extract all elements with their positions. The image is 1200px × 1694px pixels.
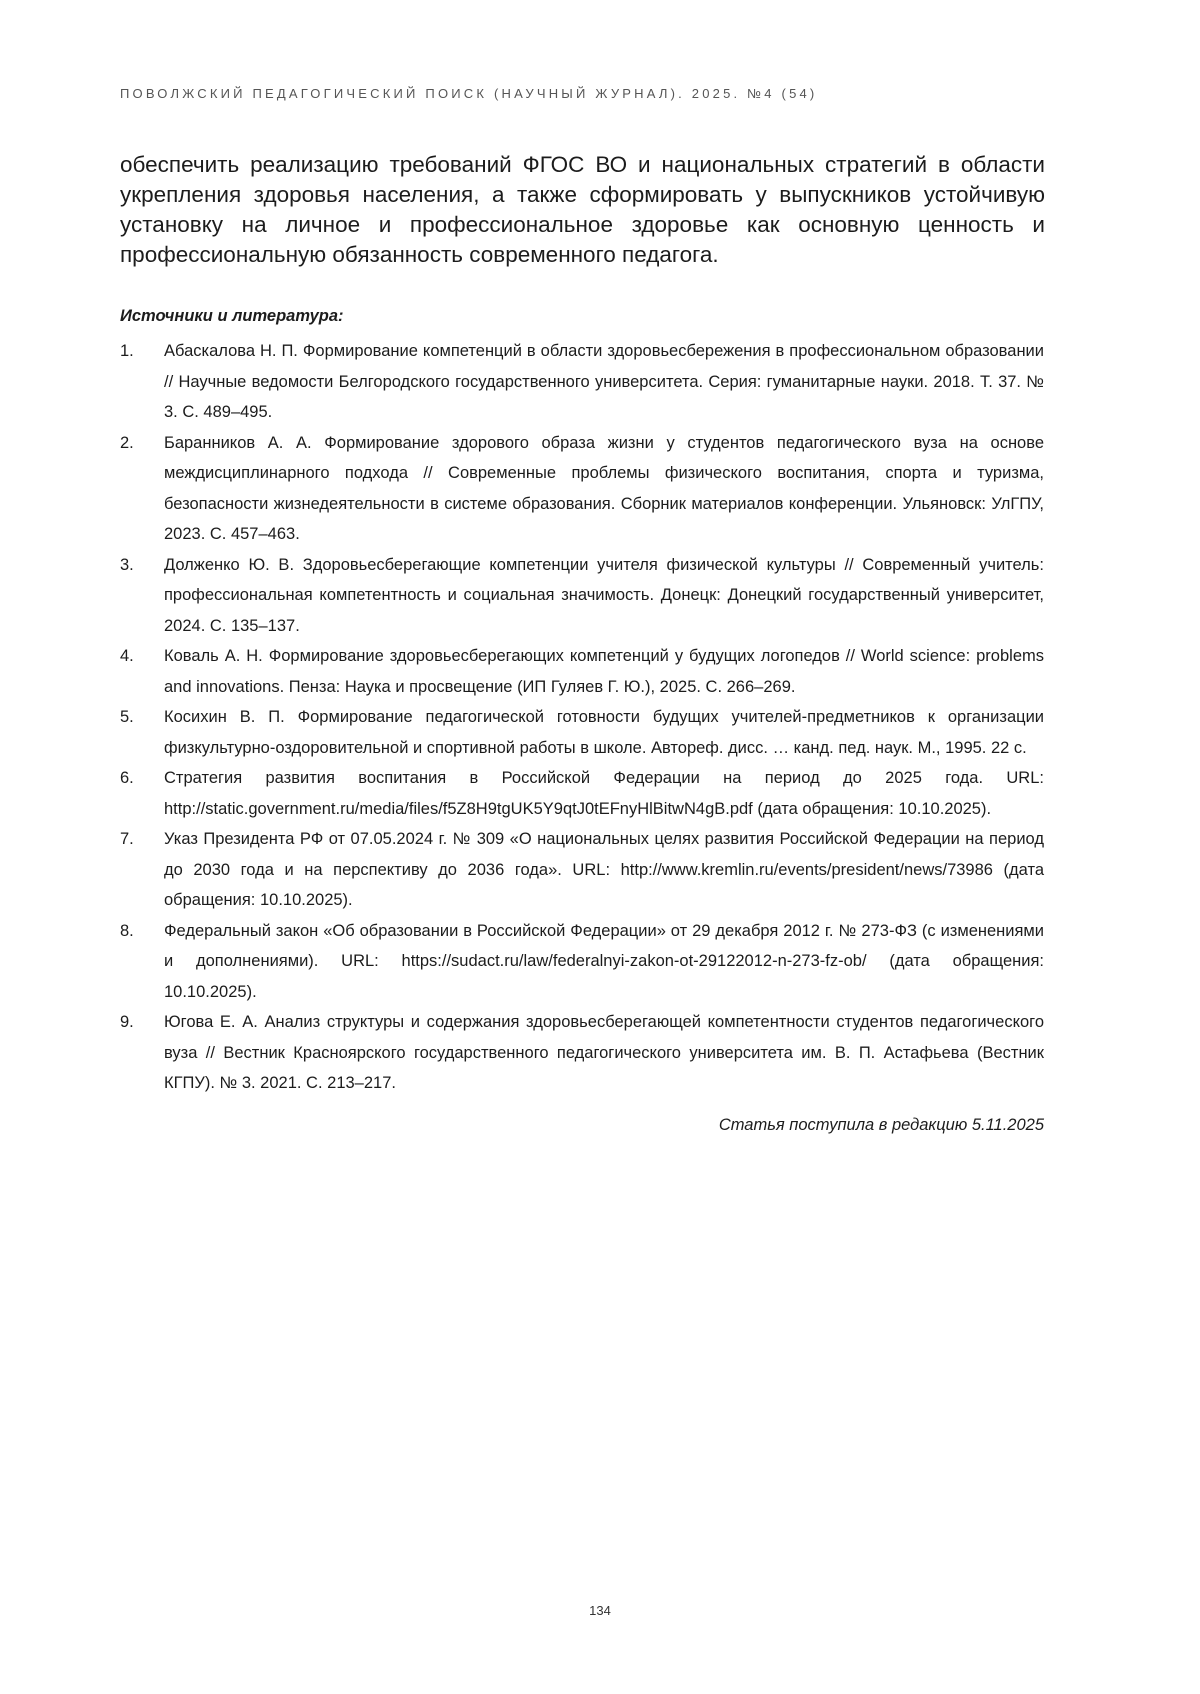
reference-item — [120, 336, 1044, 428]
reference-number: 7. — [120, 830, 134, 848]
reference-text: Абаскалова Н. П. Формирование компетенций в области здоровьесбережения в профессиональном образовании // Научные ведомости Белгородского государственного университета. Серия: гуманитарные науки. 2018. Т. 37. № 3. С. 489–495. — [164, 342, 1044, 421]
reference-item — [120, 1007, 1044, 1099]
received-note: Статья поступила в редакцию 5.11.2025 — [718, 1116, 1044, 1134]
reference-item — [120, 763, 1044, 824]
body-paragraph: обеспечить реализацию требований ФГОС ВО и национальных стратегий в области укрепления здоровья населения, а также сформировать у выпускников устойчивую установку на личное и профессиональное здоровье как основную ценность и профессиональную обязанность современного педагога. — [120, 152, 1045, 267]
page-number: 134 — [589, 1603, 611, 1618]
reference-text: Югова Е. А. Анализ структуры и содержания здоровьесберегающей компетентности студентов педагогического вуза // Вестник Красноярского государственного педагогического университета им. В. П. Астафьева (Вестник КГПУ). № 3. 2021. С. 213–217. — [164, 1013, 1044, 1092]
reference-text: Долженко Ю. В. Здоровьесберегающие компетенции учителя физической культуры // Современный учитель: профессиональная компетентность и социальная значимость. Донецк: Донецкий государственный университет, 2024. С. 135–137. — [164, 555, 1044, 635]
reference-item — [120, 916, 1044, 1008]
reference-number: 2. — [120, 433, 134, 452]
reference-number: 4. — [120, 647, 134, 665]
reference-number: 8. — [120, 921, 134, 940]
reference-item — [120, 550, 1044, 642]
reference-item — [120, 824, 1044, 916]
reference-item — [120, 702, 1044, 763]
reference-text: Баранников А. А. Формирование здорового образа жизни у студентов педагогического вуза на основе междисциплинарного подхода // Современные проблемы физического воспитания, спорта и туризма, безопасности жизнедеятельности в системе образования. Сборник материалов конференции. Ульяновск: УлГПУ, 2023. С. 457–463. — [164, 433, 1044, 543]
reference-number: 6. — [120, 769, 134, 787]
reference-text: Коваль А. Н. Формирование здоровьесберегающих компетенций у будущих логопедов // World science: problems and innovations. Пенза: Наука и просвещение (ИП Гуляев Г. Ю.), 2025. С. 266–269. — [164, 647, 1044, 696]
reference-number: 9. — [120, 1013, 134, 1031]
reference-number: 5. — [120, 708, 134, 726]
reference-number: 1. — [120, 342, 134, 360]
references-list — [120, 336, 1044, 1099]
references-heading: Источники и литература: — [120, 307, 344, 325]
reference-item — [120, 428, 1044, 550]
running-title: ПОВОЛЖСКИЙ ПЕДАГОГИЧЕСКИЙ ПОИСК (НАУЧНЫЙ ЖУРНАЛ). 2025. №4 (54) — [120, 86, 818, 101]
reference-item — [120, 641, 1044, 702]
reference-number: 3. — [120, 555, 134, 574]
reference-text: Косихин В. П. Формирование педагогической готовности будущих учителей-предметников к организации физкультурно-оздоровительной и спортивной работы в школе. Автореф. дисс. … канд. пед. наук. М., 1995. 22 с. — [164, 708, 1044, 757]
reference-text: Стратегия развития воспитания в Российской Федерации на период до 2025 года. URL: http://static.government.ru/media/files/f5Z8H9tgUK5Y9qtJ0tEFnyHlBitwN4gB.pdf (дата обращения: 10.10.2025). — [164, 769, 1044, 818]
reference-text: Федеральный закон «Об образовании в Российской Федерации» от 29 декабря 2012 г. № 273-ФЗ (с изменениями и дополнениями). URL: https://sudact.ru/law/federalnyi-zakon-ot-29122012-n-273-fz-ob/ (дата обращения: 10.10.2025). — [164, 921, 1044, 1001]
reference-text: Указ Президента РФ от 07.05.2024 г. № 309 «О национальных целях развития Российской Федерации на период до 2030 года и на перспективу до 2036 года». URL: http://www.kremlin.ru/events/president/news/73986 (дата обращения: 10.10.2025). — [164, 830, 1044, 909]
